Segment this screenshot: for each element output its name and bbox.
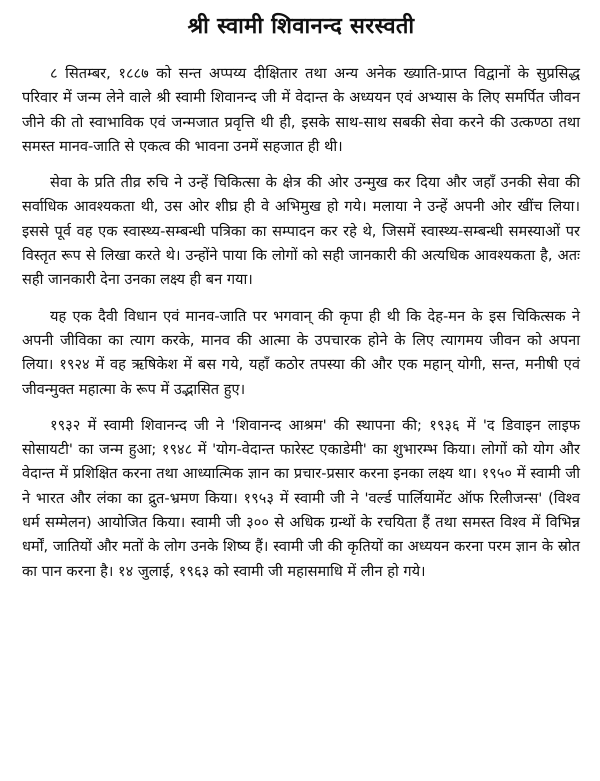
paragraph-birth-and-family: ८ सितम्बर, १८८७ को सन्त अप्पय्य दीक्षितार तथा अन्य अनेक ख्याति-प्राप्त विद्वानों के सुप्रसिद्ध परिवार में जन्म लेने वाले श्री स्वामी शिवानन्द जी में वेदान्त के अध्ययन एवं अभ्यास के लिए समर्पित जीवन जीने की तो स्वाभाविक एवं जन्मजात प्रवृत्ति थी ही, इसके साथ-साथ सबकी सेवा करने की उत्कण्ठा तथा समस्त मानव-जाति से एकत्व की भावना उनमें सहजात ही थी। bbox=[22, 65, 580, 155]
paragraph-renunciation: यह एक दैवी विधान एवं मानव-जाति पर भगवान् की कृपा ही थी कि देह-मन के इस चिकित्सक ने अपनी जीविका का त्याग करके, मानव की आत्मा के उपचारक होने के लिए त्यागमय जीवन को अपना लिया। १९२४ में वह ऋषिकेश में बस गये, यहाँ कठोर तपस्या की और एक महान् योगी, सन्त, मनीषी एवं जीवन्मुक्त महात्मा के रूप में उद्भासित हुए। bbox=[22, 307, 580, 398]
paragraph-medical-service: सेवा के प्रति तीव्र रुचि ने उन्हें चिकित्सा के क्षेत्र की ओर उन्मुख कर दिया और जहाँ उनकी सेवा की सर्वाधिक आवश्यकता थी, उस ओर शीघ्र ही वे अभिमुख हो गये। मलाया ने उन्हें अपनी ओर खींच लिया। इससे पूर्व वह एक स्वास्थ्य-सम्बन्धी पत्रिका का सम्पादन कर रहे थे, जिसमें स्वास्थ्य-सम्बन्धी समस्याओं पर विस्तृत रूप से लिखा करते थे। उन्होंने पाया कि लोगों को सही जानकारी की अत्यधिक आवश्यकता है, अतः सही जानकारी देना उनका लक्ष्य ही बन गया। bbox=[22, 174, 580, 289]
page-title: श्री स्वामी शिवानन्द सरस्वती bbox=[187, 14, 415, 39]
document-page bbox=[22, 10, 580, 596]
paragraph-institutions-and-works: १९३२ में स्वामी शिवानन्द जी ने 'शिवानन्द आश्रम' की स्थापना की; १९३६ में 'द डिवाइन लाइफ सोसायटी' का जन्म हुआ; १९४८ में 'योग-वेदान्त फारेस्ट एकाडेमी' का शुभारम्भ किया। लोगों को योग और वेदान्त में प्रशिक्षित करना तथा आध्यात्मिक ज्ञान का प्रचार-प्रसार करना इनका लक्ष्य था। १९५० में स्वामी जी ने भारत और लंका का द्रुत-भ्रमण किया। १९५३ में स्वामी जी ने 'वर्ल्ड पार्लियामेंट ऑफ रिलीजन्स' (विश्व धर्म सम्मेलन) आयोजित किया। स्वामी जी ३०० से अधिक ग्रन्थों के रचयिता हैं तथा समस्त विश्व में विभिन्न धर्मों, जातियों और मतों के लोग उनके शिष्य हैं। स्वामी जी की कृतियों का अध्ययन करना परम ज्ञान के स्रोत का पान करना है। १४ जुलाई, १९६३ को स्वामी जी महासमाधि में लीन हो गये। bbox=[22, 416, 580, 580]
